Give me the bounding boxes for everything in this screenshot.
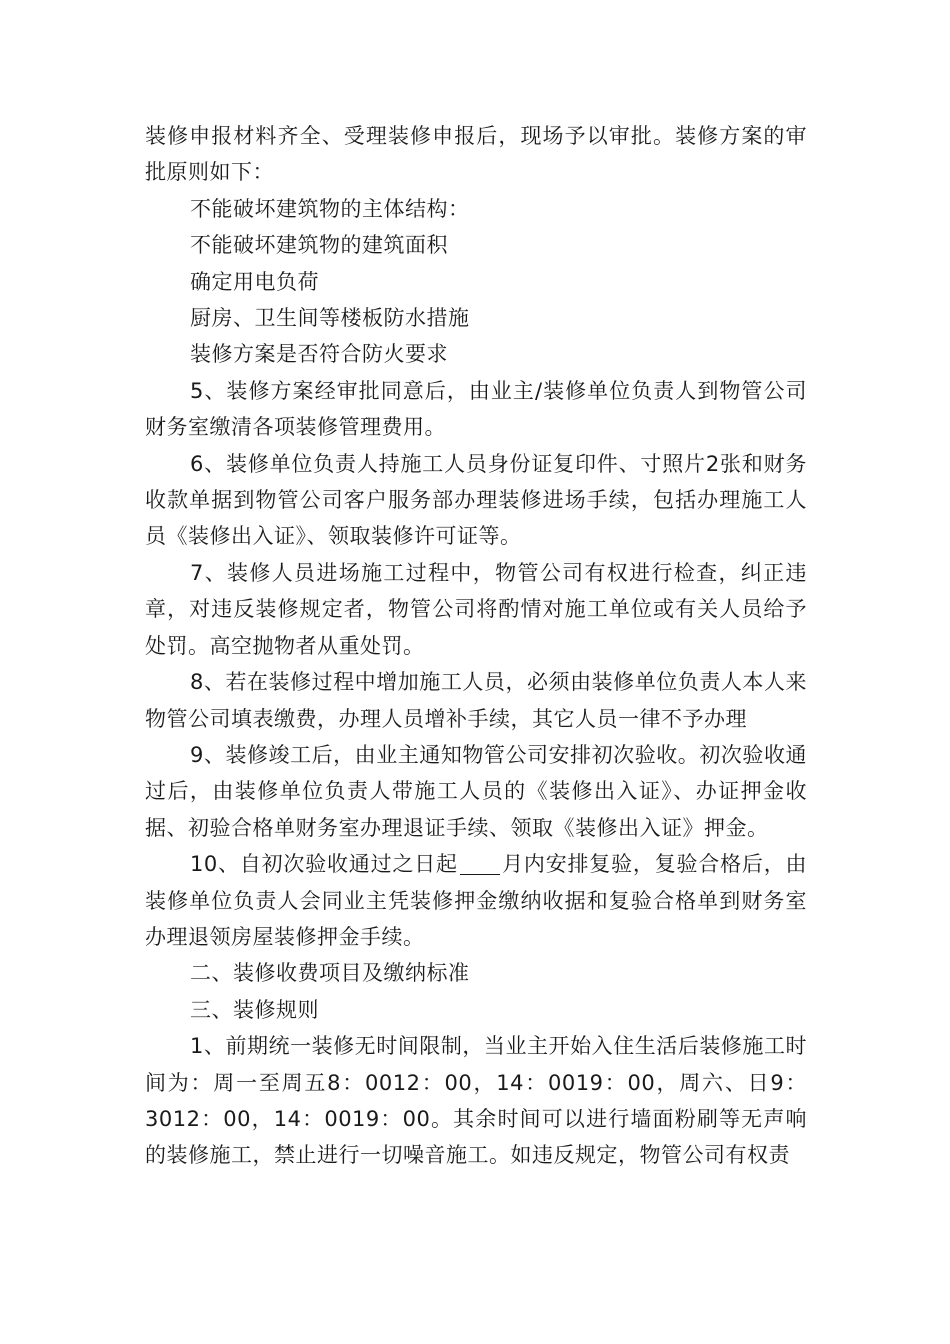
paragraph-rule-1: 1、前期统一装修无时间限制，当业主开始入住生活后装修施工时间为：周一至周五8：0012：00，14：0019：00，周六、日9：3012：00，14：0019：00。其余时间可以进行墙面粉刷等无声响的装修施工，禁止进行一切噪音施工。如违反规定，物管公司有权责 xyxy=(145,1034,807,1168)
paragraph-item-8: 8、若在装修过程中增加施工人员，必须由装修单位负责人本人来物管公司填表缴费，办理人员增补手续，其它人员一律不予办理 xyxy=(145,670,807,731)
paragraph-principle-waterproof: 厨房、卫生间等楼板防水措施 xyxy=(190,306,470,331)
paragraph-principle-structure: 不能破坏建筑物的主体结构： xyxy=(190,196,470,221)
paragraph-item-9: 9、装修竣工后，由业主通知物管公司安排初次验收。初次验收通过后，由装修单位负责人带施工人员的《装修出入证》、办证押金收据、初验合格单财务室办理退证手续、领取《装修出入证》押金。 xyxy=(145,742,807,840)
paragraph-item-5: 5、装修方案经审批同意后，由业主/装修单位负责人到物管公司财务室缴清各项装修管理费用。 xyxy=(145,378,807,440)
paragraph-item-10 xyxy=(145,846,807,955)
section-heading-rules: 三、装修规则 xyxy=(190,997,319,1022)
paragraph-item-7: 7、装修人员进场施工过程中，物管公司有权进行检查，纠正违章，对违反装修规定者，物管公司将酌情对施工单位或有关人员给予处罚。高空抛物者从重处罚。 xyxy=(145,560,807,658)
paragraph-principle-area: 不能破坏建筑物的建筑面积 xyxy=(190,233,448,258)
item-10-text-after-blank: 月内安排复验，复验合格后，由装修单位负责人会同业主凭装修押金缴纳收据和复验合格单到财务室办理退领房屋装修押金手续。 xyxy=(145,852,807,949)
section-heading-fees: 二、装修收费项目及缴纳标准 xyxy=(190,961,470,986)
paragraph-principle-electric: 确定用电负荷 xyxy=(190,269,319,294)
paragraph-principle-fire: 装修方案是否符合防火要求 xyxy=(190,342,448,367)
fill-in-blank xyxy=(460,852,500,875)
paragraph-item-6: 6、装修单位负责人持施工人员身份证复印件、寸照片2张和财务收款单据到物管公司客户服务部办理装修进场手续，包括办理施工人员《装修出入证》、领取装修许可证等。 xyxy=(145,451,807,549)
item-10-text-before-blank: 10、自初次验收通过之日起 xyxy=(190,852,458,877)
document-body xyxy=(145,118,807,1174)
paragraph-approval-intro: 装修申报材料齐全、受理装修申报后，现场予以审批。装修方案的审批原则如下： xyxy=(145,124,807,185)
